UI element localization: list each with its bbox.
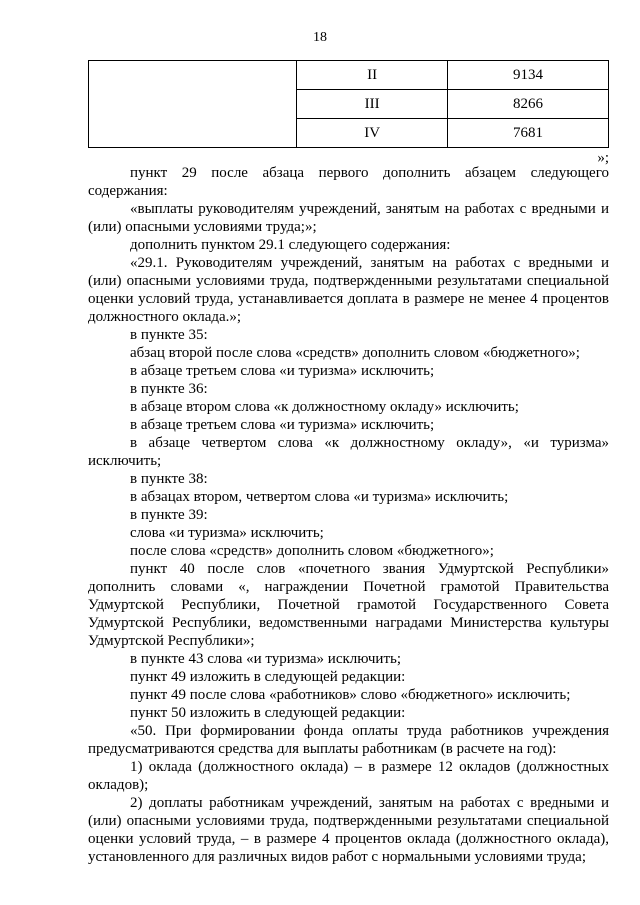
paragraph: после слова «средств» дополнить словом «бюджетного»; (130, 543, 494, 559)
table-cell-category: II (297, 61, 448, 90)
paragraph: абзац второй после слова «средств» дополнить словом «бюджетного»; (130, 345, 580, 361)
table-cell-value: 9134 (448, 61, 609, 90)
paragraph: пункт 49 изложить в следующей редакции: (130, 669, 406, 685)
table-cell-value: 8266 (448, 90, 609, 119)
paragraph: в пункте 43 слова «и туризма» исключить; (130, 651, 402, 667)
paragraph: слова «и туризма» исключить; (130, 525, 324, 541)
page-number: 18 (313, 30, 327, 45)
paragraph: в пункте 38: (130, 471, 208, 487)
paragraph: в абзаце третьем слова «и туризма» исключить; (130, 417, 435, 433)
paragraph: пункт 40 после слов «почетного звания Удмуртской Республики» дополнить словами «, награждении Почетной грамотой Правительства Удмуртской Республики, Почетной грамотой Государственного Совета Удмуртской Республики, ведомственными наградами Министерства культуры Удмуртской Республики»; (88, 561, 609, 649)
table-cell-empty (89, 61, 297, 148)
closing-quote-mark: »; (597, 150, 609, 166)
paragraph: 2) доплаты работникам учреждений, занятым на работах с вредными и (или) опасными условиями труда, подтвержденными результатами специальной оценки условий труда, – в размере 4 процентов оклада (должностного оклада), установленного для различных видов работ с нормальными условиями труда; (88, 795, 609, 865)
paragraph: пункт 29 после абзаца первого дополнить абзацем следующего содержания: (88, 165, 609, 199)
paragraph: «50. При формировании фонда оплаты труда работников учреждения предусматриваются средства для выплаты работникам (в расчете на год): (88, 723, 609, 757)
paragraph: в пункте 35: (130, 327, 208, 343)
paragraph: пункт 49 после слова «работников» слово «бюджетного» исключить; (130, 687, 571, 703)
paragraph: «29.1. Руководителям учреждений, занятым на работах с вредными и (или) опасными условиями труда, подтвержденными результатами специальной оценки условий труда, устанавливается доплата в размере не менее 4 процентов должностного оклада.»; (88, 255, 609, 325)
document-body (88, 164, 609, 866)
paragraph: 1) оклада (должностного оклада) – в размере 12 окладов (должностных окладов); (88, 759, 609, 793)
paragraph: в абзацах втором, четвертом слова «и туризма» исключить; (130, 489, 509, 505)
paragraph: в абзаце четвертом слова «к должностному окладу», «и туризма» исключить; (88, 435, 609, 469)
salary-table (88, 60, 609, 148)
paragraph: в абзаце третьем слова «и туризма» исключить; (130, 363, 435, 379)
table-row (89, 61, 609, 90)
paragraph: в пункте 36: (130, 381, 208, 397)
paragraph: в абзаце втором слова «к должностному окладу» исключить; (130, 399, 519, 415)
table-cell-category: IV (297, 119, 448, 148)
paragraph: дополнить пунктом 29.1 следующего содержания: (130, 237, 451, 253)
paragraph: «выплаты руководителям учреждений, занятым на работах с вредными и (или) опасными условиями труда;»; (88, 201, 609, 235)
paragraph: пункт 50 изложить в следующей редакции: (130, 705, 406, 721)
table-cell-value: 7681 (448, 119, 609, 148)
paragraph: в пункте 39: (130, 507, 208, 523)
table-cell-category: III (297, 90, 448, 119)
